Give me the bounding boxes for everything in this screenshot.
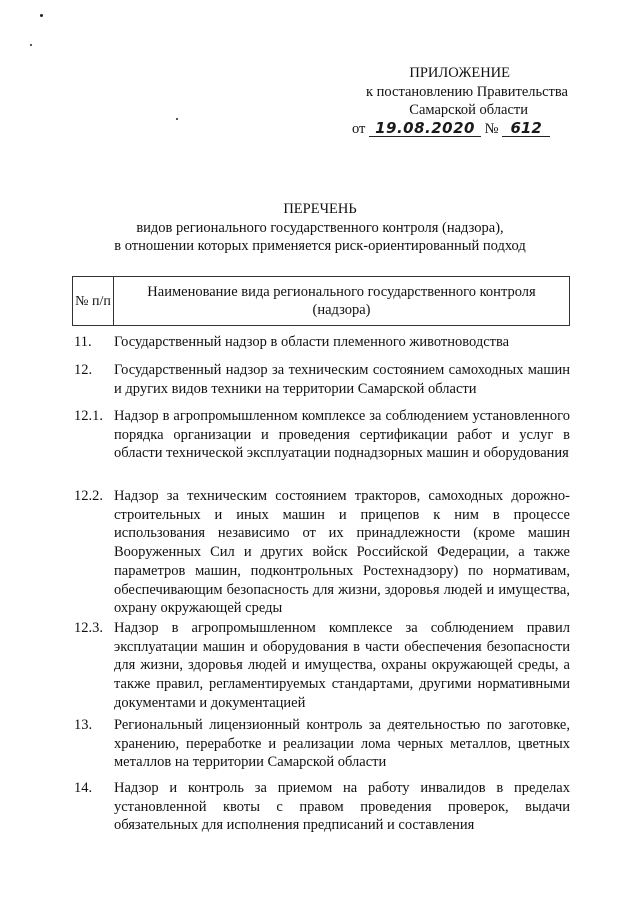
item-number: 13. <box>74 717 93 733</box>
item-text: Надзор в агропромышленном комплексе за соблюдением правил эксплуатации машин и оборудования в части обеспечения безопасности для жизни, здоровья людей и имущества, охраны окружающей среды, а также правил, регламентируемых стандартами, другими нормативными документами и документацией <box>114 620 570 711</box>
annex-date-line <box>340 120 568 139</box>
annex-line-region: Самарской области <box>409 102 528 118</box>
heading-line-3: в отношении которых применяется риск-ориентированный подход <box>114 238 526 254</box>
annex-block <box>340 64 568 138</box>
item-text: Надзор и контроль за приемом на работу инвалидов в пределах установленной квоты с правом проведения проверок, выдачи обязательных для исполнения предписаний и составления <box>114 780 570 834</box>
list-item <box>74 716 570 772</box>
list-item <box>74 333 570 352</box>
item-number: 12.1. <box>74 408 103 424</box>
annex-title: ПРИЛОЖЕНИЕ <box>409 65 510 81</box>
heading-line-2: видов регионального государственного контроля (надзора), <box>136 219 504 236</box>
item-number: 11. <box>74 334 92 350</box>
item-number: 12. <box>74 362 93 378</box>
list-item <box>74 487 570 618</box>
number-label: № <box>484 120 499 137</box>
document-heading <box>70 200 570 256</box>
list-item <box>74 407 570 463</box>
item-text: Надзор в агропромышленном комплексе за соблюдением установленного порядка организации и проведения сертификации работ и услуг в области технической эксплуатации поднадзорных машин и оборудования <box>114 408 570 462</box>
list-item <box>74 361 570 398</box>
scan-speck <box>30 44 32 46</box>
header-name-column: Наименование вида регионального государственного контроля (надзора) <box>147 284 536 318</box>
item-number: 12.3. <box>74 620 103 636</box>
scan-speck <box>176 118 178 120</box>
header-number-column: № п/п <box>73 277 114 325</box>
item-number: 14. <box>74 780 93 796</box>
handwritten-number: 612 <box>502 121 550 137</box>
item-number: 12.2. <box>74 488 103 504</box>
item-text: Надзор за техническим состоянием тракторов, самоходных дорожно-строительных и иных машин и прицепов к ним в процессе использования независимо от их принадлежности (кроме машин Вооруженных Сил и других войск Российской Федерации, а также параметров машин, подконтрольных Ростехнадзору) по нормативам, обеспечивающим безопасность для жизни, здоровья людей и имущества, охрану окружающей среды <box>114 488 570 617</box>
from-label: от <box>352 120 366 137</box>
item-text: Региональный лицензионный контроль за деятельностью по заготовке, хранению, переработке и реализации лома черных металлов, цветных металлов на территории Самарской области <box>114 717 570 771</box>
table-header <box>72 276 570 326</box>
heading-title: ПЕРЕЧЕНЬ <box>283 201 357 217</box>
list-item <box>74 619 570 713</box>
handwritten-date: 19.08.2020 <box>369 121 481 137</box>
annex-line-resolution: к постановлению Правительства <box>366 83 568 100</box>
scan-speck <box>40 14 43 17</box>
item-text: Государственный надзор за техническим состоянием самоходных машин и других видов техники на территории Самарской области <box>114 362 570 397</box>
item-text: Государственный надзор в области племенного животноводства <box>114 334 510 350</box>
list-item <box>74 779 570 835</box>
